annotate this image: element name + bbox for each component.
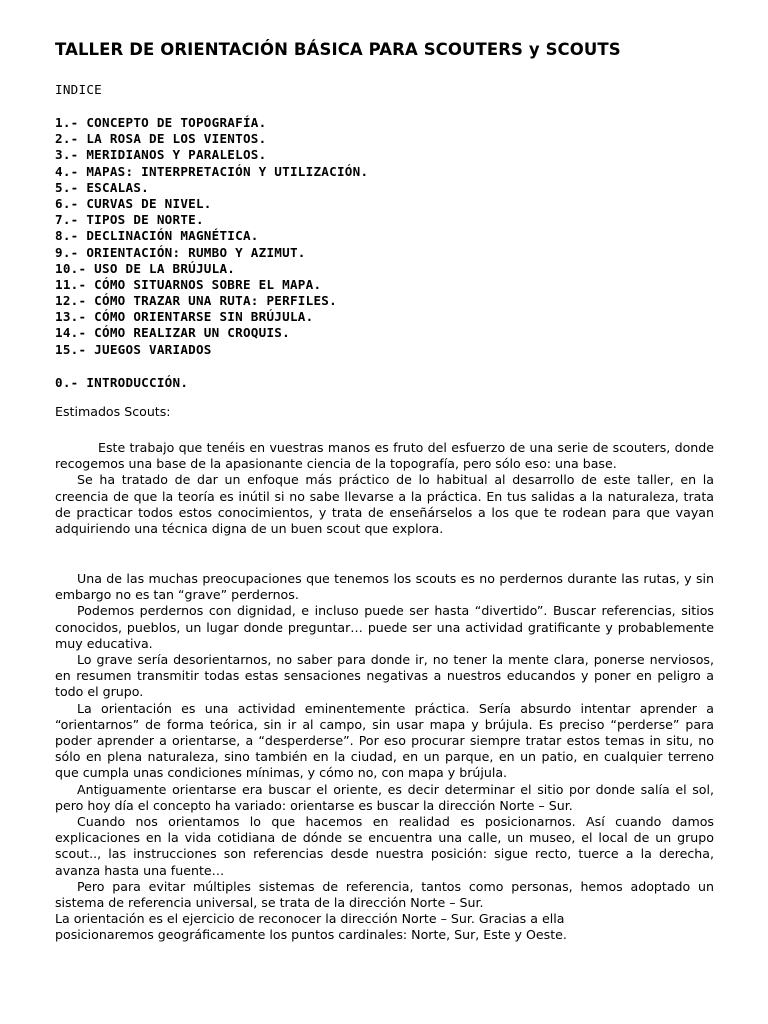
toc-item: 11.- CÓMO SITUARNOS SOBRE EL MAPA. <box>55 276 322 292</box>
toc-item: 4.- MAPAS: INTERPRETACIÓN Y UTILIZACIÓN. <box>55 163 369 179</box>
index-heading: INDICE <box>55 82 102 97</box>
toc-item: 15.- JUEGOS VARIADOS <box>55 341 212 357</box>
toc-item: 13.- CÓMO ORIENTARSE SIN BRÚJULA. <box>55 309 314 325</box>
introduction-heading: 0.- INTRODUCCIÓN. <box>55 375 189 390</box>
toc-item: 12.- CÓMO TRAZAR UNA RUTA: PERFILES. <box>55 293 337 309</box>
document-title: TALLER DE ORIENTACIÓN BÁSICA PARA SCOUTERS y SCOUTS <box>55 40 621 59</box>
paragraph: Pero para evitar múltiples sistemas de referencia, tantos como personas, hemos adoptado un sistema de referencia universal, se trata de la dirección Norte – Sur. <box>55 878 714 911</box>
toc-item: 5.- ESCALAS. <box>55 179 149 195</box>
toc-item: 6.- CURVAS DE NIVEL. <box>55 195 212 211</box>
intro-paragraphs-1 <box>55 440 714 537</box>
paragraph-line: posicionaremos geográficamente los puntos cardinales: Norte, Sur, Este y Oeste. <box>55 927 567 943</box>
toc-item: 10.- USO DE LA BRÚJULA. <box>55 260 236 276</box>
paragraph: Antiguamente orientarse era buscar el oriente, es decir determinar el sitio por donde salía el sol, pero hoy día el concepto ha variado: orientarse es buscar la dirección Norte – Sur. <box>55 781 714 813</box>
paragraph: Lo grave sería desorientarnos, no saber para donde ir, no tener la mente clara, ponerse nerviosos, en resumen transmitir todas estas sensaciones negativas a nuestros educandos y poner en peligro a todo el grupo. <box>55 652 714 700</box>
toc-item: 8.- DECLINACIÓN MAGNÉTICA. <box>55 228 259 244</box>
paragraph-line: La orientación es el ejercicio de reconocer la dirección Norte – Sur. Gracias a ella <box>55 911 565 927</box>
toc-item: 14.- CÓMO REALIZAR UN CROQUIS. <box>55 325 290 341</box>
paragraph: La orientación es una actividad eminentemente práctica. Sería absurdo intentar aprender a “orientarnos” de forma teórica, sin ir al campo, sin usar mapa y brújula. Es preciso “perderse” para poder aprender a orientarse, a “desperderse”. Por eso procurar siempre tratar estos temas in situ, no sólo en plena naturaleza, sino también en la ciudad, en un parque, en un patio, en cualquier terreno que cumpla unas condiciones mínimas, y cómo no, con mapa y brújula. <box>55 700 714 781</box>
paragraph: Una de las muchas preocupaciones que tenemos los scouts es no perdernos durante las rutas, y sin embargo no es tan “grave” perdernos. <box>55 571 714 603</box>
intro-paragraphs-2 <box>55 571 714 944</box>
toc-item: 1.- CONCEPTO DE TOPOGRAFÍA. <box>55 115 267 130</box>
paragraph: Podemos perdernos con dignidad, e incluso puede ser hasta “divertido”. Buscar referencias, sitios conocidos, pueblos, un lugar donde preguntar… puede ser una actividad gratificante y probablemente muy educativa. <box>55 603 714 651</box>
toc-item: 3.- MERIDIANOS Y PARALELOS. <box>55 147 267 163</box>
paragraph: Se ha tratado de dar un enfoque más práctico de lo habitual al desarrollo de este taller, en la creencia de que la teoría es inútil si no sabe llevarse a la práctica. En tus salidas a la naturaleza, trata de practicar todos estos conocimientos, y trata de enseñárselos a los que te rodean para que vayan adquiriendo una técnica digna de un buen scout que explora. <box>55 472 714 537</box>
table-of-contents <box>55 115 368 358</box>
paragraph: Cuando nos orientamos lo que hacemos en realidad es posicionarnos. Así cuando damos explicaciones en la vida cotidiana de dónde se encuentra una calle, un museo, el local de un grupo scout.., las instrucciones son referencias desde nuestra posición: sigue recto, tuerce a la derecha, avanza hasta una fuente… <box>55 814 714 878</box>
greeting: Estimados Scouts: <box>55 404 171 419</box>
paragraph: Este trabajo que tenéis en vuestras manos es fruto del esfuerzo de una serie de scouters, donde recogemos una base de la apasionante ciencia de la topografía, pero sólo eso: una base. <box>55 440 714 472</box>
toc-item: 9.- ORIENTACIÓN: RUMBO Y AZIMUT. <box>55 244 306 260</box>
toc-item: 2.- LA ROSA DE LOS VIENTOS. <box>55 131 267 147</box>
toc-item: 7.- TIPOS DE NORTE. <box>55 212 204 228</box>
